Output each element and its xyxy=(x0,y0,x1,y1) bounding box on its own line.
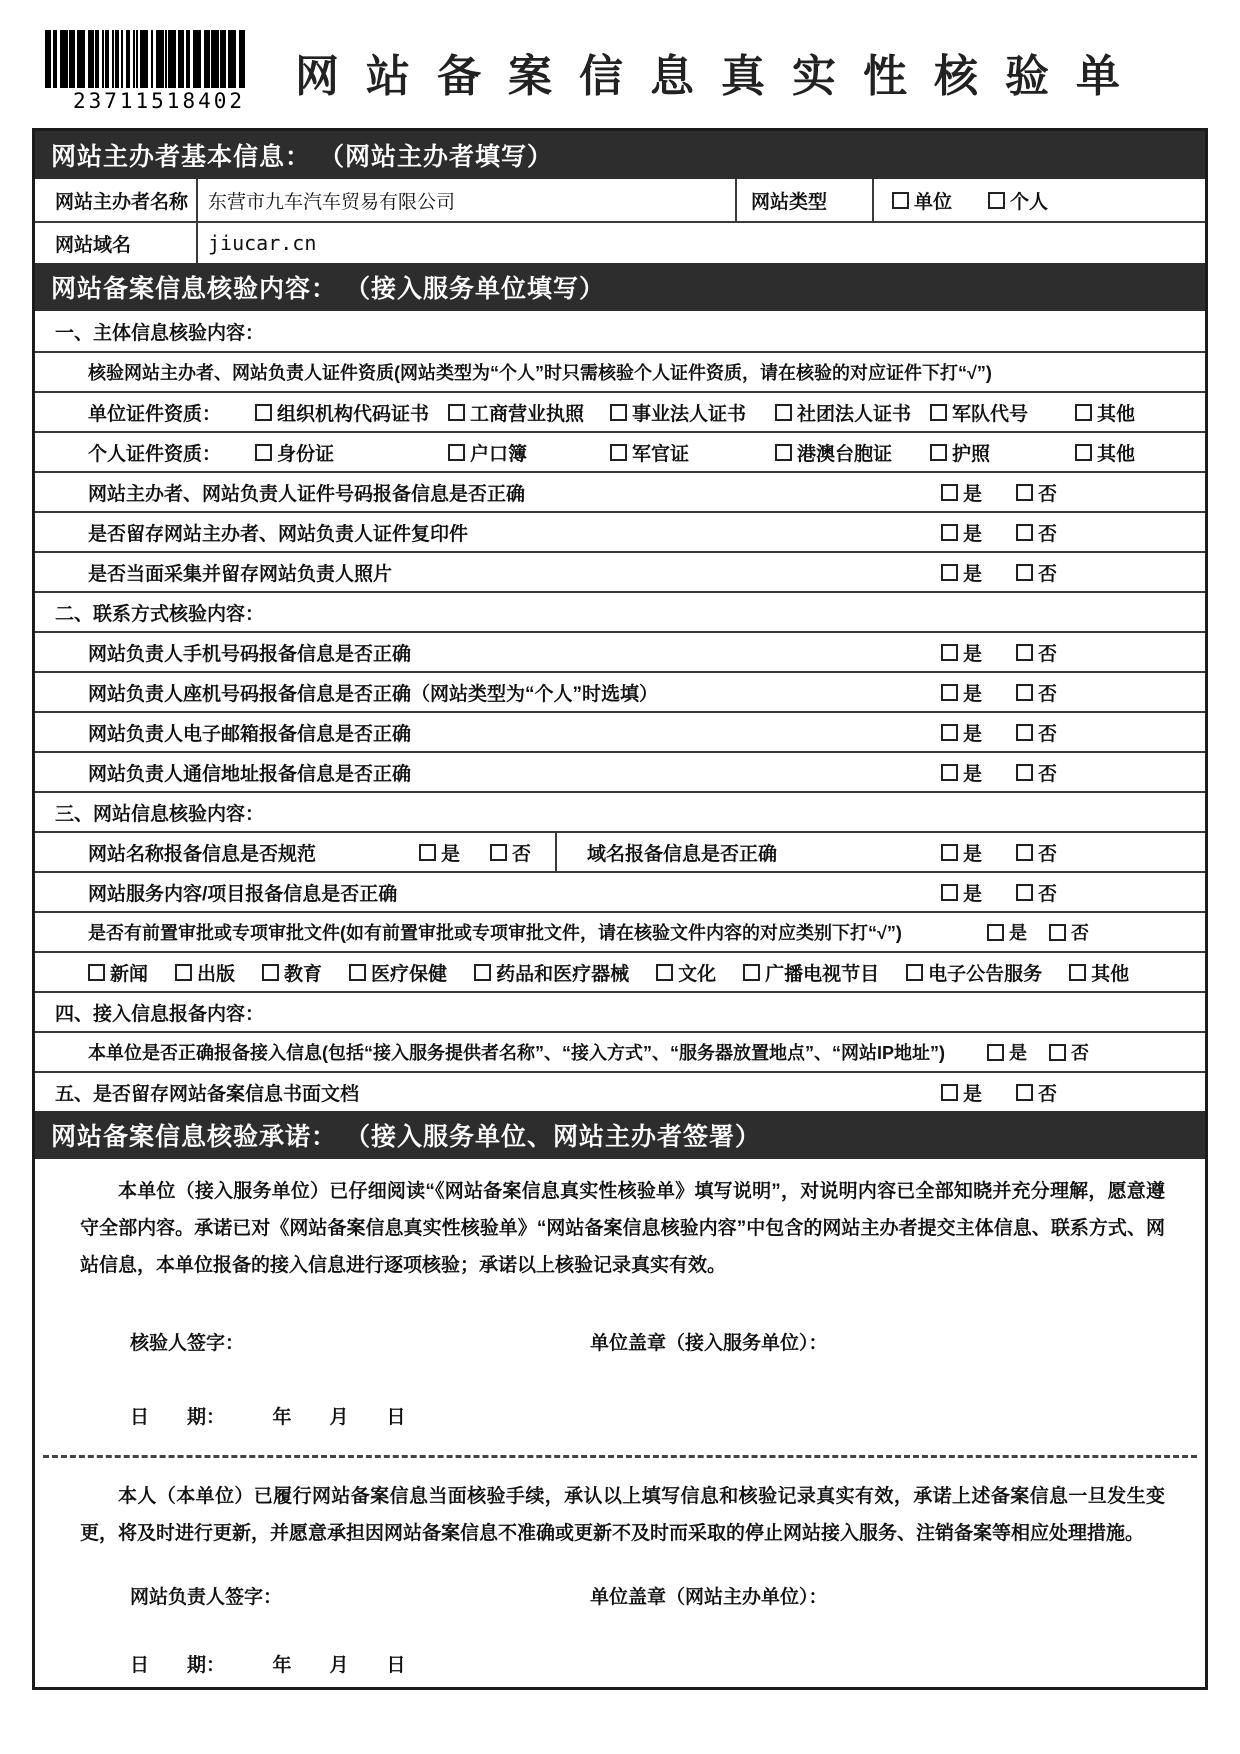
section-title-access-info: 四、接入信息报备内容： xyxy=(35,991,1205,1031)
section-title-website-info: 三、网站信息核验内容： xyxy=(35,791,1205,831)
checkbox-icon[interactable] xyxy=(255,444,272,461)
checkbox-icon[interactable] xyxy=(419,844,436,861)
checkbox-label: 是 xyxy=(962,683,982,705)
question-text: 本单位是否正确报备接入信息(包括“接入服务提供者名称”、“接入方式”、“服务器放置地点”、“网站IP地址”) xyxy=(88,1043,945,1063)
checkbox-icon[interactable] xyxy=(930,444,947,461)
checkbox-label: 是 xyxy=(962,1083,982,1105)
yes-no-group xyxy=(941,759,1057,786)
checkbox-option[interactable] xyxy=(262,959,322,986)
barcode-bar xyxy=(77,30,85,88)
option-label: 护照 xyxy=(952,443,991,465)
checkbox-option[interactable] xyxy=(610,439,775,466)
checkbox-icon[interactable] xyxy=(1016,724,1033,741)
yes-no-group xyxy=(987,919,1089,945)
yes-checkbox[interactable] xyxy=(941,879,982,906)
no-checkbox[interactable] xyxy=(1016,639,1057,666)
promise-paragraph-1: 本单位（接入服务单位）已仔细阅读“《网站备案信息真实性核验单》填写说明”，对说明内容已全部知晓并充分理解，愿意遵守全部内容。承诺已对《网站备案信息真实性核验单》“网站备案信息核验内容”中包含的网站主办者提交主体信息、联系方式、网站信息，本单位报备的接入信息进行逐项核验；承诺以上核验记录真实有效。 xyxy=(80,1181,1165,1276)
barcode-block xyxy=(45,30,273,113)
barcode-bar xyxy=(156,30,164,88)
option-label: 电子公告服务 xyxy=(928,963,1043,985)
access-unit-seal-label: 单位盖章（接入服务单位）： xyxy=(590,1333,828,1354)
section-title-contact-info: 二、联系方式核验内容： xyxy=(35,591,1205,631)
question-service-row xyxy=(35,871,1205,911)
checkbox-label: 否 xyxy=(1037,843,1057,865)
barcode-bar xyxy=(105,30,109,88)
checkbox-label: 是 xyxy=(962,523,982,545)
checkbox-option[interactable] xyxy=(448,399,610,426)
yes-checkbox[interactable] xyxy=(941,839,982,866)
checkbox-option[interactable] xyxy=(775,439,930,466)
checkbox-label: 否 xyxy=(1037,723,1057,745)
barcode-bar xyxy=(239,30,245,88)
question-text: 网站负责人通信地址报备信息是否正确 xyxy=(88,763,412,785)
no-checkbox[interactable] xyxy=(1016,479,1057,506)
yes-no-group xyxy=(941,879,1057,906)
checkbox-label: 否 xyxy=(1037,563,1057,585)
checkbox-icon[interactable] xyxy=(255,404,272,421)
question-text: 网站服务内容/项目报备信息是否正确 xyxy=(88,883,398,905)
option-label: 其他 xyxy=(1097,403,1136,425)
barcode-bar xyxy=(126,30,130,88)
checkbox-icon[interactable] xyxy=(1016,764,1033,781)
checkbox-label: 否 xyxy=(1071,923,1089,943)
barcode-bars xyxy=(45,30,273,88)
checkbox-option[interactable] xyxy=(906,959,1042,986)
barcode-bar xyxy=(186,30,190,88)
personal-cert-label: 个人证件资质： xyxy=(88,443,222,465)
option-label: 出版 xyxy=(197,963,236,985)
barcode-bar xyxy=(193,30,201,88)
question-text: 网站负责人电子邮箱报备信息是否正确 xyxy=(88,723,412,745)
no-checkbox[interactable] xyxy=(1049,1039,1089,1065)
checkbox-label: 是 xyxy=(962,643,982,665)
checkbox-option[interactable] xyxy=(1075,399,1205,426)
checkbox-icon[interactable] xyxy=(1016,684,1033,701)
date-row-1: 日 期： 年 月 日 xyxy=(130,1407,406,1428)
option-label: 文化 xyxy=(678,963,717,985)
yes-no-group xyxy=(941,839,1057,866)
question-email-row xyxy=(35,711,1205,751)
checkbox-option[interactable] xyxy=(930,439,1075,466)
yes-checkbox[interactable] xyxy=(941,759,982,786)
no-checkbox[interactable] xyxy=(1016,559,1057,586)
option-label: 其他 xyxy=(1091,963,1130,985)
question-text: 网站负责人手机号码报备信息是否正确 xyxy=(88,643,412,665)
section-header-promise: 网站备案信息核验承诺： （接入服务单位、网站主办者签署） xyxy=(35,1111,1205,1159)
no-checkbox[interactable] xyxy=(1016,1079,1057,1106)
option-label: 个人 xyxy=(1010,191,1049,213)
site-type-options xyxy=(872,179,1205,221)
checkbox-option[interactable] xyxy=(448,439,610,466)
barcode-bar xyxy=(220,30,226,88)
section-header-verify-content: 网站备案信息核验内容： （接入服务单位填写） xyxy=(35,263,1205,311)
barcode-bar xyxy=(211,30,219,88)
checkbox-icon[interactable] xyxy=(941,884,958,901)
checkbox-option[interactable] xyxy=(349,959,447,986)
yes-checkbox[interactable] xyxy=(941,719,982,746)
promise-paragraph-2: 本人（本单位）已履行网站备案信息当面核验手续，承认以上填写信息和核验记录真实有效，承诺上述备案信息一旦发生变更，将及时进行更新，并愿意承担因网站备案信息不准确或更新不及时而采取的停止网站接入服务、注销备案等相应处理措施。 xyxy=(80,1486,1165,1544)
question-text: 网站名称报备信息是否规范 xyxy=(88,843,317,865)
no-checkbox[interactable] xyxy=(1016,759,1057,786)
checkbox-icon[interactable] xyxy=(1049,924,1066,941)
yes-no-group xyxy=(941,679,1057,706)
signature-row-verifier xyxy=(35,1328,1205,1356)
checkbox-icon[interactable] xyxy=(941,764,958,781)
checkbox-icon[interactable] xyxy=(941,524,958,541)
option-label: 事业法人证书 xyxy=(632,403,747,425)
unit-cert-label: 单位证件资质： xyxy=(88,403,222,425)
option-label: 医疗保健 xyxy=(371,963,448,985)
checkbox-label: 是 xyxy=(962,723,982,745)
question-photo-row xyxy=(35,551,1205,591)
checkbox-label: 是 xyxy=(962,763,982,785)
checkbox-option[interactable] xyxy=(610,399,775,426)
checkbox-icon[interactable] xyxy=(941,724,958,741)
checkbox-label: 是 xyxy=(962,843,982,865)
checkbox-icon[interactable] xyxy=(941,844,958,861)
barcode-bar xyxy=(136,30,138,88)
checkbox-label: 是 xyxy=(440,843,460,865)
checkbox-icon[interactable] xyxy=(1016,844,1033,861)
option-label: 身份证 xyxy=(277,443,335,465)
checkbox-icon[interactable] xyxy=(1016,644,1033,661)
checkbox-label: 否 xyxy=(1037,523,1057,545)
question-text: 是否当面采集并留存网站负责人照片 xyxy=(88,563,393,585)
checkbox-option[interactable] xyxy=(1075,439,1205,466)
checkbox-icon[interactable] xyxy=(448,444,465,461)
question-written-doc-row xyxy=(35,1071,1205,1111)
checkbox-icon[interactable] xyxy=(1016,564,1033,581)
dashed-divider xyxy=(43,1455,1197,1458)
checkbox-icon[interactable] xyxy=(941,644,958,661)
yes-no-group xyxy=(941,519,1057,546)
date-row-2: 日 期： 年 月 日 xyxy=(130,1655,406,1676)
organizer-name-label: 网站主办者名称 xyxy=(55,191,189,213)
checkbox-option[interactable] xyxy=(474,959,629,986)
checkbox-icon[interactable] xyxy=(1075,444,1092,461)
checkbox-option[interactable] xyxy=(1069,959,1129,986)
unit-cert-options-row xyxy=(35,391,1205,431)
option-label: 新闻 xyxy=(110,963,149,985)
yes-checkbox[interactable] xyxy=(987,1039,1027,1065)
checkbox-label: 否 xyxy=(1037,883,1057,905)
checkbox-label: 否 xyxy=(1037,683,1057,705)
barcode-bar xyxy=(178,30,184,88)
question-text: 五、是否留存网站备案信息书面文档 xyxy=(55,1083,360,1105)
checkbox-icon[interactable] xyxy=(1016,484,1033,501)
yes-no-group xyxy=(941,479,1057,506)
page-title: 网站备案信息真实性核验单 xyxy=(295,52,1147,101)
cert-verify-note: 核验网站主办者、网站负责人证件资质(网站类型为“个人”时只需核验个人证件资质，请在核验的对应证件下打“√”) xyxy=(35,351,1205,391)
checkbox-icon[interactable] xyxy=(941,484,958,501)
yes-no-group xyxy=(941,1079,1057,1106)
checkbox-icon[interactable] xyxy=(175,964,192,981)
option-label: 军官证 xyxy=(632,443,690,465)
barcode-bar xyxy=(168,30,176,88)
yes-no-group xyxy=(941,719,1057,746)
option-label: 户口簿 xyxy=(470,443,528,465)
checkbox-icon[interactable] xyxy=(987,1044,1004,1061)
question-landline-row xyxy=(35,671,1205,711)
option-label: 其他 xyxy=(1097,443,1136,465)
no-checkbox[interactable] xyxy=(490,839,531,866)
checkbox-icon[interactable] xyxy=(1069,964,1086,981)
yes-checkbox[interactable] xyxy=(941,639,982,666)
yes-no-group xyxy=(941,639,1057,666)
barcode-bar xyxy=(60,30,68,88)
site-type-option-personal[interactable] xyxy=(988,187,1048,214)
barcode-bar xyxy=(69,30,75,88)
section-title-subject-info: 一、主体信息核验内容： xyxy=(55,322,265,344)
checkbox-option[interactable] xyxy=(656,959,716,986)
checkbox-label: 是 xyxy=(962,483,982,505)
checkbox-icon[interactable] xyxy=(775,404,792,421)
barcode-bar xyxy=(133,30,135,88)
checkbox-icon[interactable] xyxy=(88,964,105,981)
checkbox-icon[interactable] xyxy=(448,404,465,421)
checkbox-icon[interactable] xyxy=(656,964,673,981)
checkbox-icon[interactable] xyxy=(941,1084,958,1101)
checkbox-label: 是 xyxy=(962,883,982,905)
checkbox-icon[interactable] xyxy=(1016,1084,1033,1101)
question-text: 网站负责人座机号码报备信息是否正确（网站类型为“个人”时选填） xyxy=(88,683,659,705)
question-text: 网站主办者、网站负责人证件号码报备信息是否正确 xyxy=(88,483,526,505)
checkbox-option[interactable] xyxy=(255,399,448,426)
barcode-bar xyxy=(121,30,123,88)
barcode-bar xyxy=(165,30,167,88)
checkbox-option[interactable] xyxy=(743,959,879,986)
yes-checkbox[interactable] xyxy=(941,559,982,586)
barcode-bar xyxy=(45,30,51,88)
no-checkbox[interactable] xyxy=(1016,879,1057,906)
checkbox-option[interactable] xyxy=(255,439,448,466)
no-checkbox[interactable] xyxy=(1049,919,1089,945)
checkbox-label: 否 xyxy=(1037,643,1057,665)
option-label: 教育 xyxy=(284,963,323,985)
domain-label: 网站域名 xyxy=(55,234,132,256)
signature-row-responsible xyxy=(35,1582,1205,1610)
checkbox-icon[interactable] xyxy=(349,964,366,981)
site-name-domain-row xyxy=(35,831,1205,871)
responsible-signature-label: 网站负责人签字： xyxy=(130,1587,283,1608)
verifier-signature-label: 核验人签字： xyxy=(130,1333,245,1354)
checkbox-icon[interactable] xyxy=(610,404,627,421)
verification-form xyxy=(32,128,1208,1690)
yes-no-group xyxy=(941,559,1057,586)
document-header xyxy=(0,0,1240,128)
checkbox-icon[interactable] xyxy=(262,964,279,981)
checkbox-label: 否 xyxy=(1071,1043,1089,1063)
barcode-bar xyxy=(53,30,57,88)
yes-checkbox[interactable] xyxy=(941,1079,982,1106)
question-site-name-cell xyxy=(35,833,557,871)
barcode-number: 23711518402 xyxy=(72,89,246,113)
barcode-bar xyxy=(102,30,104,88)
checkbox-icon[interactable] xyxy=(930,404,947,421)
option-label: 军队代号 xyxy=(952,403,1029,425)
checkbox-option[interactable] xyxy=(775,399,930,426)
checkbox-icon[interactable] xyxy=(1075,404,1092,421)
option-label: 港澳台胞证 xyxy=(797,443,893,465)
domain-row xyxy=(35,221,1205,263)
checkbox-label: 是 xyxy=(962,563,982,585)
yes-checkbox[interactable] xyxy=(941,519,982,546)
checkbox-icon[interactable] xyxy=(1016,884,1033,901)
barcode-bar xyxy=(115,30,119,88)
personal-cert-options-row xyxy=(35,431,1205,471)
barcode-bar xyxy=(95,30,99,88)
checkbox-icon[interactable] xyxy=(906,964,923,981)
question-text: 是否留存网站主办者、网站负责人证件复印件 xyxy=(88,523,469,545)
site-type-label: 网站类型 xyxy=(735,179,872,221)
checkbox-label: 否 xyxy=(511,843,531,865)
checkbox-label: 是 xyxy=(1009,923,1027,943)
site-type-option-unit[interactable] xyxy=(892,187,952,214)
promise-block xyxy=(35,1159,1205,1687)
barcode-bar xyxy=(204,30,210,88)
checkbox-icon[interactable] xyxy=(610,444,627,461)
no-checkbox[interactable] xyxy=(1016,679,1057,706)
checkbox-icon[interactable] xyxy=(988,192,1005,209)
barcode-bar xyxy=(140,30,148,88)
checkbox-icon[interactable] xyxy=(892,192,909,209)
option-label: 单位 xyxy=(914,191,953,213)
option-label: 社团法人证书 xyxy=(797,403,912,425)
yes-checkbox[interactable] xyxy=(941,479,982,506)
checkbox-icon[interactable] xyxy=(941,564,958,581)
question-text: 是否有前置审批或专项审批文件(如有前置审批或专项审批文件，请在核验文件内容的对应类别下打“√”) xyxy=(88,923,902,943)
section-header-basic-info: 网站主办者基本信息： （网站主办者填写） xyxy=(35,131,1205,179)
question-cert-copy-row xyxy=(35,511,1205,551)
checkbox-icon[interactable] xyxy=(1049,1044,1066,1061)
organizer-name-row xyxy=(35,179,1205,221)
option-label: 广播电视节目 xyxy=(765,963,880,985)
checkbox-icon[interactable] xyxy=(987,924,1004,941)
checkbox-label: 是 xyxy=(1009,1043,1027,1063)
question-domain-info-cell xyxy=(557,833,1205,871)
checkbox-icon[interactable] xyxy=(490,844,507,861)
yes-no-group xyxy=(419,839,531,866)
checkbox-option[interactable] xyxy=(175,959,235,986)
checkbox-icon[interactable] xyxy=(743,964,760,981)
checkbox-label: 否 xyxy=(1037,483,1057,505)
yes-checkbox[interactable] xyxy=(941,679,982,706)
domain-value: jiucar.cn xyxy=(196,223,1205,263)
checkbox-option[interactable] xyxy=(930,399,1075,426)
option-label: 组织机构代码证书 xyxy=(277,403,430,425)
barcode-bar xyxy=(151,30,153,88)
question-text: 域名报备信息是否正确 xyxy=(587,843,778,865)
option-label: 药品和医疗器械 xyxy=(496,963,630,985)
option-label: 工商营业执照 xyxy=(470,403,585,425)
checkbox-label: 否 xyxy=(1037,1083,1057,1105)
checkbox-icon[interactable] xyxy=(1016,524,1033,541)
no-checkbox[interactable] xyxy=(1016,839,1057,866)
question-access-row xyxy=(35,1031,1205,1071)
organizer-seal-label: 单位盖章（网站主办单位）： xyxy=(590,1587,828,1608)
yes-checkbox[interactable] xyxy=(987,919,1027,945)
no-checkbox[interactable] xyxy=(1016,719,1057,746)
checkbox-option[interactable] xyxy=(88,959,148,986)
question-cert-number-row xyxy=(35,471,1205,511)
question-preapproval-row xyxy=(35,911,1205,951)
checkbox-icon[interactable] xyxy=(941,684,958,701)
yes-no-group xyxy=(987,1039,1089,1065)
barcode-bar xyxy=(88,30,94,88)
preapproval-category-row xyxy=(35,951,1205,991)
yes-checkbox[interactable] xyxy=(419,839,460,866)
barcode-bar xyxy=(112,30,114,88)
checkbox-icon[interactable] xyxy=(474,964,491,981)
question-mobile-row xyxy=(35,631,1205,671)
barcode-bar xyxy=(228,30,236,88)
checkbox-icon[interactable] xyxy=(775,444,792,461)
organizer-name-value: 东营市九车汽车贸易有限公司 xyxy=(196,179,735,221)
question-address-row xyxy=(35,751,1205,791)
no-checkbox[interactable] xyxy=(1016,519,1057,546)
checkbox-label: 否 xyxy=(1037,763,1057,785)
